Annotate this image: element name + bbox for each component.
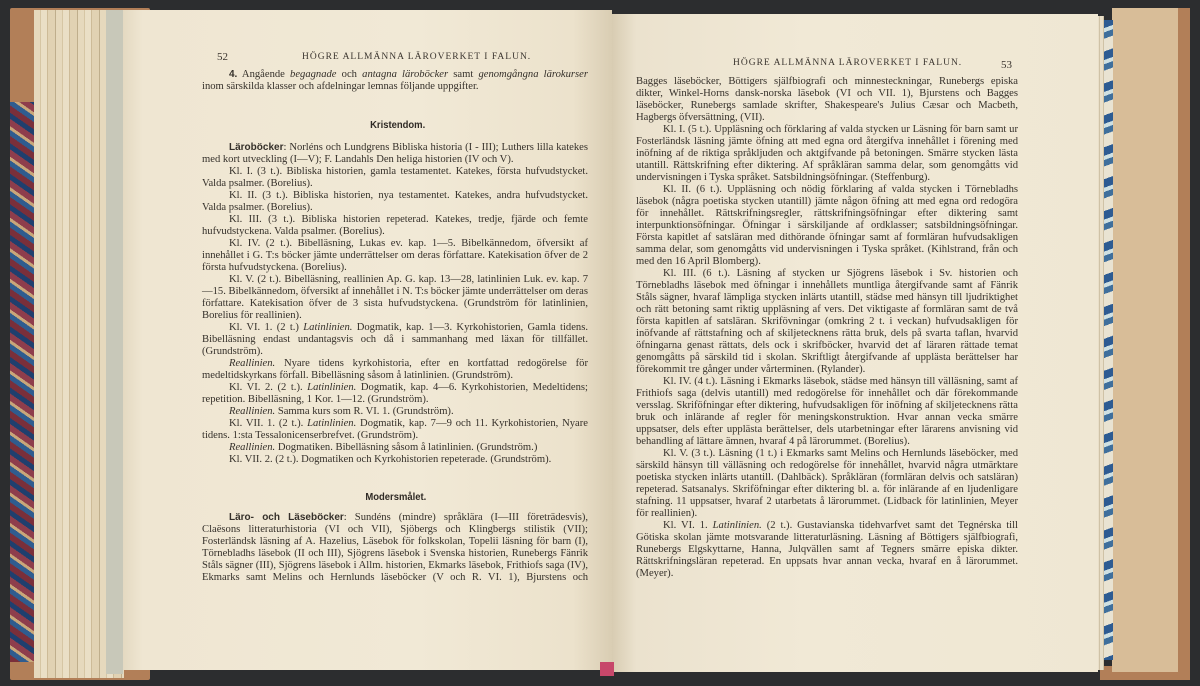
paragraph (636, 520, 1018, 580)
marbled-edge-left (10, 102, 34, 662)
text-run: Kl. I. (3 t.). Bibliska historien, gamla testamentet. Katekes, första hufvudstycket. Valda psalmer. (Borelius). (202, 166, 588, 189)
paragraph (202, 214, 588, 238)
paragraph (202, 190, 588, 214)
italic-text-run: begagnade (290, 69, 337, 80)
marbled-edge-right (1103, 20, 1113, 660)
italic-text-run: Latinlinien. (712, 520, 762, 531)
paragraph (636, 448, 1018, 520)
text-run: Bagges läseböcker, Böttigers själfbiografi och minnesteckningar, Runebergs episka dikter, Winkel-Horns dansk-norska läsebok (VI och VII. 1), Bjurstens och Bagges läseböcker, Runebergs samlade skrifter, Shakespeare's Julius Cæsar och Macbeth, Hagbergs öfversättning, (VII). (636, 76, 1018, 123)
section-heading-modersmalet: Modersmålet. (365, 491, 427, 503)
text-run: Kl. IV. (2 t.). Bibelläsning, Lukas ev. kap. 1—5. Bibelkännedom, öfversikt af innehållet i G. T:s böcker jämte underrättelser om deras författare. Katekisation öfver de 2 första hufvudstyckena. (Borelius). (202, 238, 588, 273)
paragraph (202, 418, 588, 442)
text-run: Kl. VI. 2. (2 t.). (229, 382, 308, 393)
text-run: Dogmatik, kap. 1—3. Kyrkohistorien, Gamla tidens. Bibelläsning endast undantagsvis och då i sammanhang med läxan för tillfället. (Grundström). (202, 322, 588, 357)
paragraph (202, 358, 588, 382)
paragraph (636, 268, 1018, 376)
text-run: : Sundéns (mindre) språklära (I—III företrädesvis), Claësons litteraturhistoria (VI och VII), Sjöbergs och Klingbergs stilistik (VII); Fosterländsk läsning af A. Hazelius, Läsebok för folkskolan, Topelii läsning för barn (I), Törnebladhs läsebok (II och III), Sjögrens läsebok i Svenska historien, Runebergs Fänrik Ståls sägner (III), Sjögrens läsebok i Allm. historien, Ekmarks läsebok, Frithiofs saga (IV), Ekmarks samt Melins och Hernlunds läseböcker (V och R. VI. 1), Bjurstens och (202, 512, 588, 583)
paragraph (202, 512, 588, 584)
flyleaf (106, 10, 123, 674)
italic-text-run: antagna läroböcker (362, 69, 449, 80)
text-run: inom särskilda klasser och afdelningar lemnas följande uppgifter. (202, 81, 479, 92)
bold-text-run: Läroböcker (229, 142, 284, 153)
paragraph (202, 454, 588, 466)
italic-text-run: Reallinien. (229, 406, 276, 417)
text-run: och (336, 69, 363, 80)
text-run: Kl. I. (5 t.). Uppläsning och förklaring af valda stycken ur Läsning för barn samt ur Fosterländsk läsning jämte öfning att med egna ord återgifva innehållet i förening med inöfning af de riktiga språkljuden och aktgifvande på betoningen. Smärre stycken lästa utantill. Rättskrifning efter diktering. Af språkläran samma delar, som genomgåtts vid undervisningen i Tyska språket. Satsbildningsöfningar. (Steffenburg). (636, 124, 1018, 183)
text-run: Nyare tidens kyrkohistoria, efter en kortfattad redogörelse för medeltidskyrkans förfall. Bibelläsning såsom å latinlinien. (Grundström). (202, 358, 588, 381)
paragraph (636, 184, 1018, 268)
running-head: HÖGRE ALLMÄNNA LÄROVERKET I FALUN. (302, 52, 532, 62)
italic-text-run: Reallinien. (229, 358, 276, 369)
page-number: 53 (1001, 59, 1012, 71)
paragraph (636, 376, 1018, 448)
paragraph (202, 142, 588, 166)
italic-text-run: Latinlinien. (303, 322, 353, 333)
text-run: Kl. VI. 1. (2 t.) (229, 322, 304, 333)
kristendom-section (202, 142, 588, 466)
paragraph (202, 406, 588, 418)
text-run: samt (448, 69, 479, 80)
text-run: Kl. V. (2 t.). Bibelläsning, reallinien Ap. G. kap. 13—28, latinlinien Luk. ev. kap. 7—15. Bibelkännedom, öfversikt af innehållet i N. T:s böcker jämte underrättelser om deras författare. Katekisation öfver de 3 sista hufvudstyckena. (Grundström för latinlinien, Borelius för reallinien). (202, 274, 588, 321)
page-number: 52 (217, 51, 228, 63)
paragraph (202, 238, 588, 274)
text-run: Kl. VII. 2. (2 t.). Dogmatiken och Kyrkohistorien repeterade. (Grundström). (229, 454, 552, 465)
section-heading-kristendom: Kristendom. (370, 119, 426, 131)
text-run: Dogmatik, kap. 4—6. Kyrkohistorien, Medeltidens; repetition. Bibelläsning, 1 Kor. 1—12. (Grundström). (202, 382, 588, 405)
book-cover-right (1176, 8, 1190, 680)
text-run: Kl. III. (6 t.). Läsning af stycken ur Sjögrens läsebok i Sv. historien och Törnebladhs läsebok med öfningar i innehållets muntliga återgifvande samt af Fänrik Ståls sägner, hvaraf lämpliga stycken inlärts utantill, städse med hänsyn till ljudriktighet och rätt betoning samt riktig uppläsning af vers. Det viktigaste af formläran samt de två första kapitlen af satsläran. Skrifövningar (omkring 2 t. i veckan) hufvudsakligen för inöfvande af rättstafning och af skiljetecknens rätta bruk, dels på svarta taflan, hvarvid öfningarna genast rättats, dels ock i skrifböcker, hvarvid det af läraren rättade temat genomgåtts på särskild tid i skolan. Skriftligt återgifvande af upplästa berättelser har förekommit tre gånger under vårterminen. (Rylander). (636, 268, 1018, 375)
bold-text-run: 4. (229, 69, 238, 80)
endpaper-right (1112, 8, 1178, 672)
text-run: Kl. III. (3 t.). Bibliska historien repeterad. Katekes, tredje, fjärde och femte hufvudstyckena. Valda psalmer. (Borelius). (202, 214, 588, 237)
intro-paragraph (202, 69, 588, 93)
paragraph (202, 322, 588, 358)
paragraph (202, 382, 588, 406)
text-run: Kl. II. (3 t.). Bibliska historien, nya testamentet. Katekes, andra hufvudstycket. Valda psalmer. (Borelius). (202, 190, 588, 213)
text-run: Kl. IV. (4 t.). Läsning i Ekmarks läsebok, städse med hänsyn till välläsning, samt af Frithiofs saga (delvis utantill) med redogörelse för innehållet och där förekommande versslag. Skriföfningar efter diktering, hufvudsakligen för inöfning af skiljetecknens rätta bruk och inlärande af regler för meningskonstruktion. Hvar annan vecka smärre uppsatser, dels efter upplästa berättelser, dels utarbetningar efter lärarens anvisning vid behandling af lättare ämnen, hvaraf 4 på lärorummet. (Borelius). (636, 376, 1018, 447)
text-run: (2 t.). Gustavianska tidehvarfvet samt det Tegnérska till Götiska skolan jämte motsvarande litteraturläsning. Läsning af Böttigers själfbiografi, Runebergs Elgskyttarne, Hanna, Julqvällen samt af Tegners smärre episka dikter. Rättskrifningsläran repeterad. En uppsats hvar annan vecka, hvaraf en å lärorummet. (Meyer). (636, 520, 1018, 579)
paragraph (202, 274, 588, 322)
bold-text-run: Läro- och Läseböcker (229, 512, 344, 523)
paragraph (202, 69, 588, 93)
paragraph (636, 76, 1018, 124)
italic-text-run: Latinlinien. (307, 382, 357, 393)
text-run: Kl. V. (3 t.). Läsning (1 t.) i Ekmarks samt Melins och Hernlunds läseböcker, med särskild hänsyn till välläsning och redogörelse för innehållet, hvarvid några utmärktare poetiska stycken inlärts utantill. (Dahlbäck). Språkläran (formläran delvis och satsläran) repeterad. Satsanalys. Skriföfningar efter diktering bl. a. för inlärande af en ljudenligare stafning. 11 uppsatser, hvaraf 2 utarbetats å lärorummet. (Lidback för latinlinien, Meyer för reallinien). (636, 448, 1018, 519)
binding-thread (600, 662, 614, 676)
text-run: Kl. II. (6 t.). Uppläsning och nödig förklaring af valda stycken i Törnebladhs läsebok (några poetiska stycken utantill) jämte någon öfning att med egna ord redogöra för innehållet. Rättskrifningsregler, rättskrifningsöfningar efter diktering samt interpunktionsöfningar. Öfningar i särskiljande af ordklasser; satsbildningsöfningar. Första kapitlet af satsläran med dithörande öfningar samt af formläran hufvudsakligen samma delar, som genomgåtts vid undervisningen i Tyska språket. (Kihlstrand, från och med den 16 April Blomberg). (636, 184, 1018, 267)
text-run: Dogmatik, kap. 7—9 och 11. Kyrkohistorien, Nyare tidens. 1:sta Tessalonicenserbrefvet. (Grundström). (202, 418, 588, 441)
running-head: HÖGRE ALLMÄNNA LÄROVERKET I FALUN. (733, 58, 963, 68)
text-run: Dogmatiken. Bibelläsning såsom å latinlinien. (Grundström.) (275, 442, 538, 453)
paragraph (636, 124, 1018, 184)
italic-text-run: genomgångna lärokurser (478, 69, 588, 80)
modersmalet-section (202, 512, 588, 584)
text-run: Angående (237, 69, 291, 80)
text-run: Kl. VII. 1. (2 t.). (229, 418, 308, 429)
paragraph (202, 442, 588, 454)
paragraph (202, 166, 588, 190)
italic-text-run: Reallinien. (229, 442, 276, 453)
text-run: Samma kurs som R. VI. 1. (Grundström). (275, 406, 454, 417)
italic-text-run: Latinlinien. (307, 418, 357, 429)
modersmalet-continued (636, 76, 1018, 580)
text-run: Kl. VI. 1. (663, 520, 713, 531)
text-run: : Norléns och Lundgrens Bibliska historia (I - III); Luthers lilla katekes med kort utveckling (I—V); F. Landahls Den heliga historien (IV och V). (202, 142, 588, 165)
